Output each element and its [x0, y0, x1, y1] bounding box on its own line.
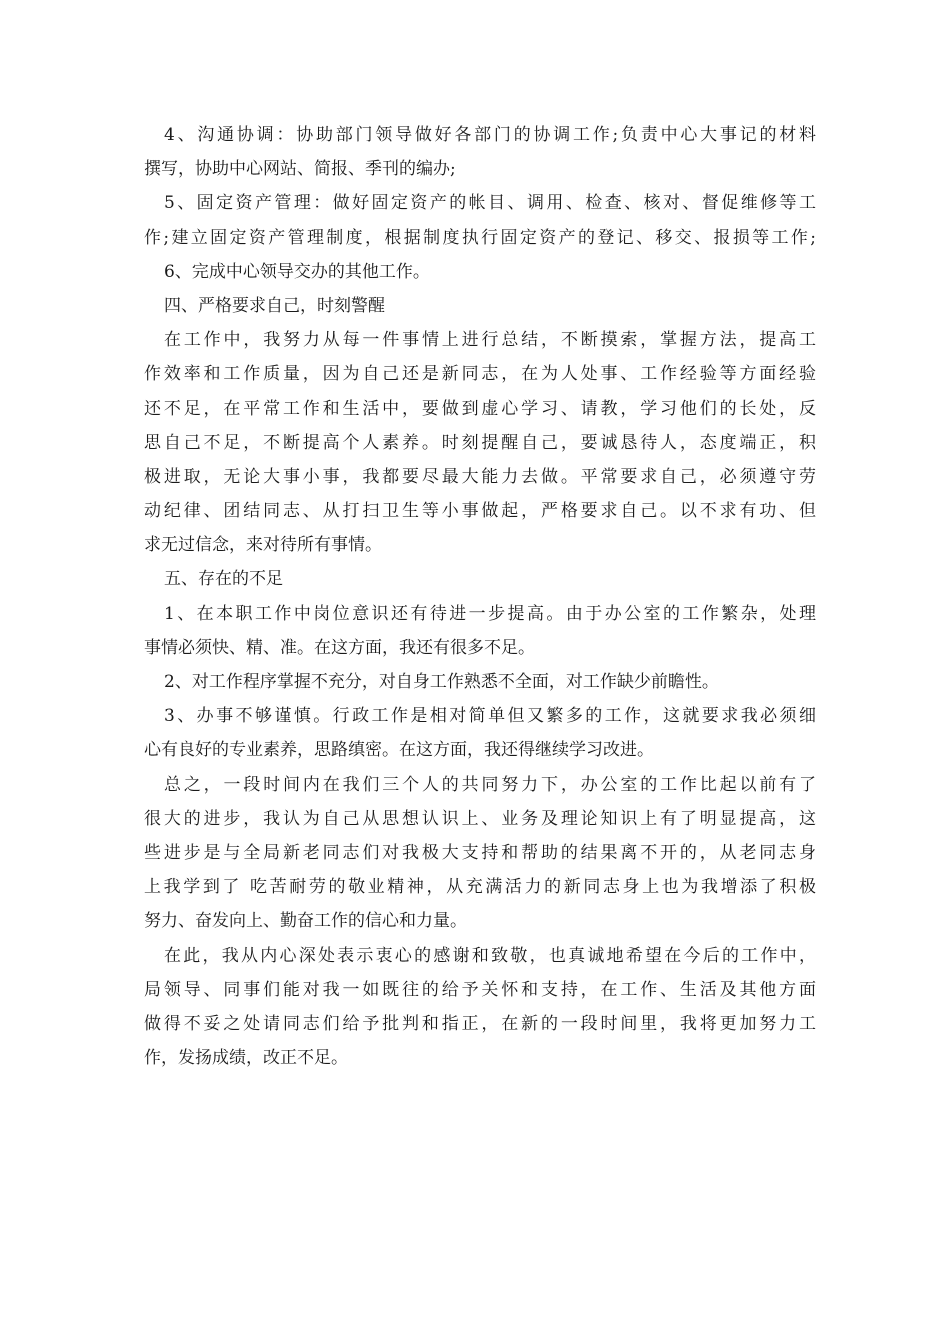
text-line: 1、在本职工作中岗位意识还有待进一步提高。由于办公室的工作繁杂，处理 — [164, 603, 816, 624]
text-line: 还不足，在平常工作和生活中，要做到虚心学习、请教，学习他们的长处，反 — [144, 398, 816, 419]
text-line: 些进步是与全局新老同志们对我极大支持和帮助的结果离不开的，从老同志身 — [144, 842, 816, 863]
section-heading: 五、存在的不足 — [164, 569, 283, 590]
text-line: 事情必须快、精、准。在这方面，我还有很多不足。 — [144, 637, 535, 658]
text-line: 求无过信念，来对待所有事情。 — [144, 535, 382, 556]
text-line: 在工作中，我努力从每一件事情上进行总结，不断摸索，掌握方法，提高工 — [164, 330, 816, 351]
text-line: 作，发扬成绩，改正不足。 — [144, 1048, 348, 1069]
text-line: 上我学到了 吃苦耐劳的敬业精神，从充满活力的新同志身上也为我增添了积极 — [144, 877, 816, 898]
text-line: 作;建立固定资产管理制度，根据制度执行固定资产的登记、移交、报损等工作; — [144, 227, 816, 248]
document-body — [144, 118, 816, 1075]
text-line: 在此，我从内心深处表示衷心的感谢和致敬，也真诚地希望在今后的工作中， — [164, 945, 816, 966]
text-line: 极进取，无论大事小事，我都要尽最大能力去做。平常要求自己，必须遵守劳 — [144, 466, 816, 487]
section-heading: 四、严格要求自己，时刻警醒 — [164, 295, 385, 316]
text-line: 4、沟通协调：协助部门领导做好各部门的协调工作;负责中心大事记的材料 — [164, 125, 816, 145]
text-line: 局领导、同事们能对我一如既往的给予关怀和支持，在工作、生活及其他方面 — [144, 979, 816, 1000]
text-line: 很大的进步，我认为自己从思想认识上、业务及理论知识上有了明显提高，这 — [144, 808, 816, 829]
text-line: 努力、奋发向上、勤奋工作的信心和力量。 — [144, 911, 467, 932]
text-line: 作效率和工作质量，因为自己还是新同志，在为人处事、工作经验等方面经验 — [144, 364, 816, 385]
text-line: 5、固定资产管理：做好固定资产的帐目、调用、检查、核对、督促维修等工 — [164, 193, 816, 214]
text-line: 6、完成中心领导交办的其他工作。 — [164, 261, 430, 282]
text-line: 2、对工作程序掌握不充分，对自身工作熟悉不全面，对工作缺少前瞻性。 — [164, 672, 719, 692]
text-line: 思自己不足，不断提高个人素养。时刻提醒自己，要诚恳待人，态度端正，积 — [144, 432, 816, 453]
text-line: 心有良好的专业素养，思路缜密。在这方面，我还得继续学习改进。 — [144, 740, 654, 761]
text-line: 做得不妥之处请同志们给予批判和指正，在新的一段时间里，我将更加努力工 — [144, 1013, 816, 1034]
text-line: 动纪律、团结同志、从打扫卫生等小事做起，严格要求自己。以不求有功、但 — [144, 501, 816, 522]
text-line: 3、办事不够谨慎。行政工作是相对简单但又繁多的工作，这就要求我必须细 — [164, 706, 816, 727]
text-line: 总之，一段时间内在我们三个人的共同努力下，办公室的工作比起以前有了 — [164, 774, 816, 795]
text-line: 撰写，协助中心网站、简报、季刊的编办; — [144, 159, 456, 180]
